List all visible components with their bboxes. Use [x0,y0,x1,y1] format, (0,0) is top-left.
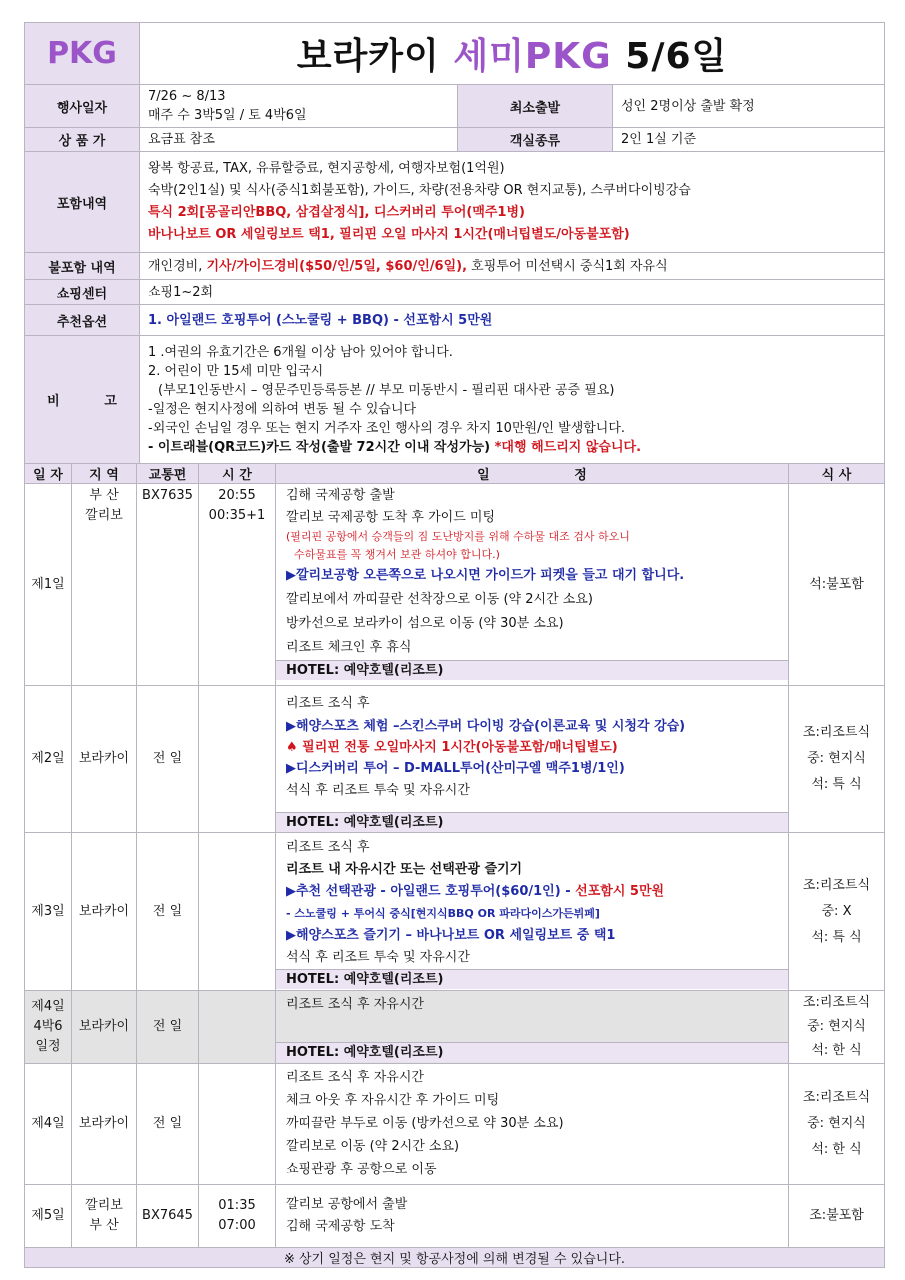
day1-row [25,484,885,686]
day2-region: 보라카이 [72,686,137,833]
day4-label: 제4일 [25,1064,72,1185]
day4-alt-meal [789,991,885,1064]
page-title [140,23,885,85]
day5-transport: BX7645 [137,1185,199,1248]
remarks-line5: -외국인 손님일 경우 또는 현지 거주자 조인 행사의 경우 차지 10만원/인 발생합니다. [148,420,626,436]
remarks-line6-bold: - 이트래블(QR코드)카드 작성(출발 72시간 이내 작성가능) [148,439,491,455]
day3-schedule [276,833,789,991]
day1-time1: 20:55 [218,488,256,503]
day5-meal: 조:불포함 [789,1185,885,1248]
tour-date-value [140,85,458,128]
day2-s4: ▶디스커버리 투어 – D-MALL투어(산미구엘 맥주1병/1인) [286,761,625,776]
day2-schedule [276,686,789,833]
day5-time1: 01:35 [218,1198,256,1213]
day3-region: 보라카이 [72,833,137,991]
day4-s4: 깔리보로 이동 (약 2시간 소요) [286,1139,460,1154]
day1-s7: 방카선으로 보라카이 섬으로 이동 (약 30분 소요) [286,616,564,631]
day1-time2: 00:35+1 [208,508,266,523]
day4-s5: 쇼핑관광 후 공항으로 이동 [286,1162,437,1177]
tour-date-line2: 매주 수 3박5일 / 토 4박6일 [148,108,307,123]
remarks-line4: -일정은 현지사정에 의하여 변동 될 수 있습니다 [148,401,417,417]
day1-transport: BX7635 [137,484,199,686]
schedule-header-row [25,464,885,484]
header-table [24,22,885,85]
day4-s1: 리조트 조식 후 자유시간 [286,1070,424,1085]
day5-region1: 깔리보 [85,1198,123,1213]
shopping-label: 쇼핑센터 [25,280,140,305]
day3-s5: ▶해양스포츠 즐기기 – 바나나보트 OR 세일링보트 중 택1 [286,928,616,943]
day5-row [25,1185,885,1248]
day5-region [72,1185,137,1248]
day4-alt-s1: 리조트 조식 후 자유시간 [286,997,424,1012]
pkg-badge: PKG [25,23,140,85]
schedule-table [24,463,885,1268]
remarks-value [140,336,885,464]
col-time: 시 간 [199,464,276,484]
day2-s3: ♠ 필리핀 전통 오일마사지 1시간(아동불포함/매너팁별도) [286,740,618,755]
remarks-line1: 1 .여권의 유효기간은 6개월 이상 남아 있어야 합니다. [148,344,453,360]
remarks-label: 비 고 [25,336,140,464]
day5-region2: 부 산 [89,1218,119,1233]
room-type-label: 객실종류 [458,128,613,152]
day4-alt-label1: 제4일 [31,999,65,1014]
option-label: 추천옵션 [25,305,140,336]
day5-label: 제5일 [25,1185,72,1248]
day1-schedule [276,484,789,686]
day1-hotel: HOTEL: 예약호텔(리조트) [276,660,788,680]
day4-alt-schedule [276,991,789,1064]
min-departure-label: 최소출발 [458,85,613,128]
day3-label: 제3일 [25,833,72,991]
day3-s1: 리조트 조식 후 [286,840,370,855]
day2-time [199,686,276,833]
itinerary-sheet [24,22,884,1268]
title-accent: 세미PKG [453,36,612,77]
min-departure-value: 성인 2명이상 출발 확정 [613,85,885,128]
price-value: 요금표 참조 [140,128,458,152]
col-region: 지 역 [72,464,137,484]
day5-schedule [276,1185,789,1248]
excluded-label: 불포함 내역 [25,253,140,280]
day4-meal1: 조:리조트식 [802,1090,871,1105]
day1-s5: ▶깔리보공항 오른쪽으로 나오시면 가이드가 피켓을 들고 대기 합니다. [286,568,685,583]
day2-row [25,686,885,833]
day1-s6: 깔리보에서 까띠끌란 선착장으로 이동 (약 2시간 소요) [286,592,593,607]
day2-meal3: 석: 특 식 [811,777,862,792]
tour-date-line1: 7/26 ~ 8/13 [148,89,226,104]
included-label: 포함내역 [25,152,140,253]
day4-alt-transport: 전 일 [137,991,199,1064]
day2-s1: 리조트 조식 후 [286,696,370,711]
day4-region: 보라카이 [72,1064,137,1185]
day1-time [199,484,276,686]
day4-alt-meal1: 조:리조트식 [802,995,871,1010]
remarks-line6 [148,438,876,457]
day1-region2: 깔리보 [85,508,123,523]
day3-meal3: 석: 특 식 [811,929,862,945]
day2-transport: 전 일 [137,686,199,833]
day3-meal1: 조:리조트식 [802,877,871,893]
day4-alt-meal2: 중: 현지식 [807,1019,866,1034]
day4-meal2: 중: 현지식 [807,1116,866,1131]
day5-time2: 07:00 [218,1218,256,1233]
day2-hotel: HOTEL: 예약호텔(리조트) [276,812,788,832]
day2-s5: 석식 후 리조트 투숙 및 자유시간 [286,783,470,798]
day2-meal2: 중: 현지식 [807,751,866,766]
day1-region [72,484,137,686]
included-value [140,152,885,253]
day3-transport: 전 일 [137,833,199,991]
day3-meal2: 중: X [821,903,852,919]
day3-s4: - 스노쿨링 + 투어식 중식[현지식BBQ OR 파라다이스가든뷔페] [286,907,600,920]
footer-note: ※ 상기 일정은 현지 및 항공사정에 의해 변경될 수 있습니다. [25,1248,885,1268]
col-schedule: 일 정 [276,464,789,484]
price-label: 상 품 가 [25,128,140,152]
day5-time [199,1185,276,1248]
included-line3: 특식 2회[몽골리안BBQ, 삼겹살정식], 디스커버리 투어(맥주1병) [148,205,525,220]
day1-s2: 깔리보 국제공항 도착 후 가이드 미팅 [286,510,496,525]
day3-row [25,833,885,991]
title-days: 5/6일 [625,36,728,77]
day4-alt-label [25,991,72,1064]
day4-alt-time [199,991,276,1064]
day1-s8: 리조트 체크인 후 휴식 [286,640,412,655]
excluded-post: 호핑투어 미선택시 중식1회 자유식 [467,258,668,274]
day3-hotel: HOTEL: 예약호텔(리조트) [276,969,788,989]
day1-s3: (필리핀 공항에서 승객들의 짐 도난방지를 위해 수하물 대조 검사 하오니 [286,530,630,543]
day4-alt-row [25,991,885,1064]
remarks-line6-red: *대행 해드리지 않습니다. [490,439,642,455]
day3-time [199,833,276,991]
col-transport: 교통편 [137,464,199,484]
day4-schedule [276,1064,789,1185]
day1-meal: 석:불포함 [789,484,885,686]
day5-s1: 깔리보 공항에서 출발 [286,1197,408,1212]
day4-time [199,1064,276,1185]
day4-meal [789,1064,885,1185]
day1-s1: 김해 국제공항 출발 [286,488,395,503]
col-meal: 식 사 [789,464,885,484]
day4-alt-region: 보라카이 [72,991,137,1064]
excluded-guide-fee: 기사/가이드경비($50/인/5일, $60/인/6일), [206,258,468,274]
excluded-pre: 개인경비, [148,258,207,274]
day4-meal3: 석: 한 식 [811,1142,862,1157]
included-line2: 숙박(2인1실) 및 식사(중식1회불포함), 가이드, 차량(전용차량 OR 현지교통), 스쿠버다이빙강습 [148,183,691,198]
title-main: 보라카이 [296,36,440,77]
remarks-line3: (부모1인동반시 – 영문주민등록등본 // 부모 미동반시 - 필리핀 대사관 공증 필요) [158,382,615,398]
day4-s3: 까띠끌란 부두로 이동 (방카선으로 약 30분 소요) [286,1116,564,1131]
day2-meal1: 조:리조트식 [802,725,871,740]
day4-alt-hotel: HOTEL: 예약호텔(리조트) [276,1042,788,1062]
included-line1: 왕복 항공료, TAX, 유류할증료, 현지공항세, 여행자보험(1억원) [148,161,505,176]
day4-alt-label2: 4박6 [33,1019,63,1034]
day3-s2: 리조트 내 자유시간 또는 선택관광 즐기기 [286,862,523,877]
room-type-value: 2인 1실 기준 [613,128,885,152]
excluded-value [140,253,885,280]
day4-transport: 전 일 [137,1064,199,1185]
day5-s2: 김해 국제공항 도착 [286,1219,395,1234]
day4-row [25,1064,885,1185]
shopping-value: 쇼핑1~2회 [140,280,885,305]
day1-region1: 부 산 [89,488,119,503]
day3-s3 [286,881,788,903]
option-value: 1. 아일랜드 호핑투어 (스노쿨링 + BBQ) - 선포함시 5만원 [140,305,885,336]
day2-label: 제2일 [25,686,72,833]
day3-meal [789,833,885,991]
info-table [24,84,885,464]
day2-s2: ▶해양스포츠 체험 –스킨스쿠버 다이빙 강습(이론교육 및 시청각 강습) [286,719,686,734]
day1-label: 제1일 [25,484,72,686]
remarks-line2: 2. 어린이 만 15세 미만 입국시 [148,363,324,379]
day1-s4: 수하물표를 꼭 챙겨서 보관 하셔야 합니다.) [294,548,500,561]
tour-date-label: 행사일자 [25,85,140,128]
day4-alt-meal3: 석: 한 식 [811,1043,862,1058]
day2-meal [789,686,885,833]
day3-s3b: 선포함시 5만원 [575,884,665,899]
day4-s2: 체크 아웃 후 자유시간 후 가이드 미팅 [286,1093,500,1108]
day4-alt-label3: 일정 [35,1039,61,1054]
included-line4: 바나나보트 OR 세일링보트 택1, 필리핀 오일 마사지 1시간(매너팁별도/아동불포함) [148,227,630,242]
day3-s6: 석식 후 리조트 투숙 및 자유시간 [286,950,470,965]
day3-s3a: ▶추천 선택관광 - 아일랜드 호핑투어($60/1인) - [286,884,576,899]
col-day: 일 자 [25,464,72,484]
